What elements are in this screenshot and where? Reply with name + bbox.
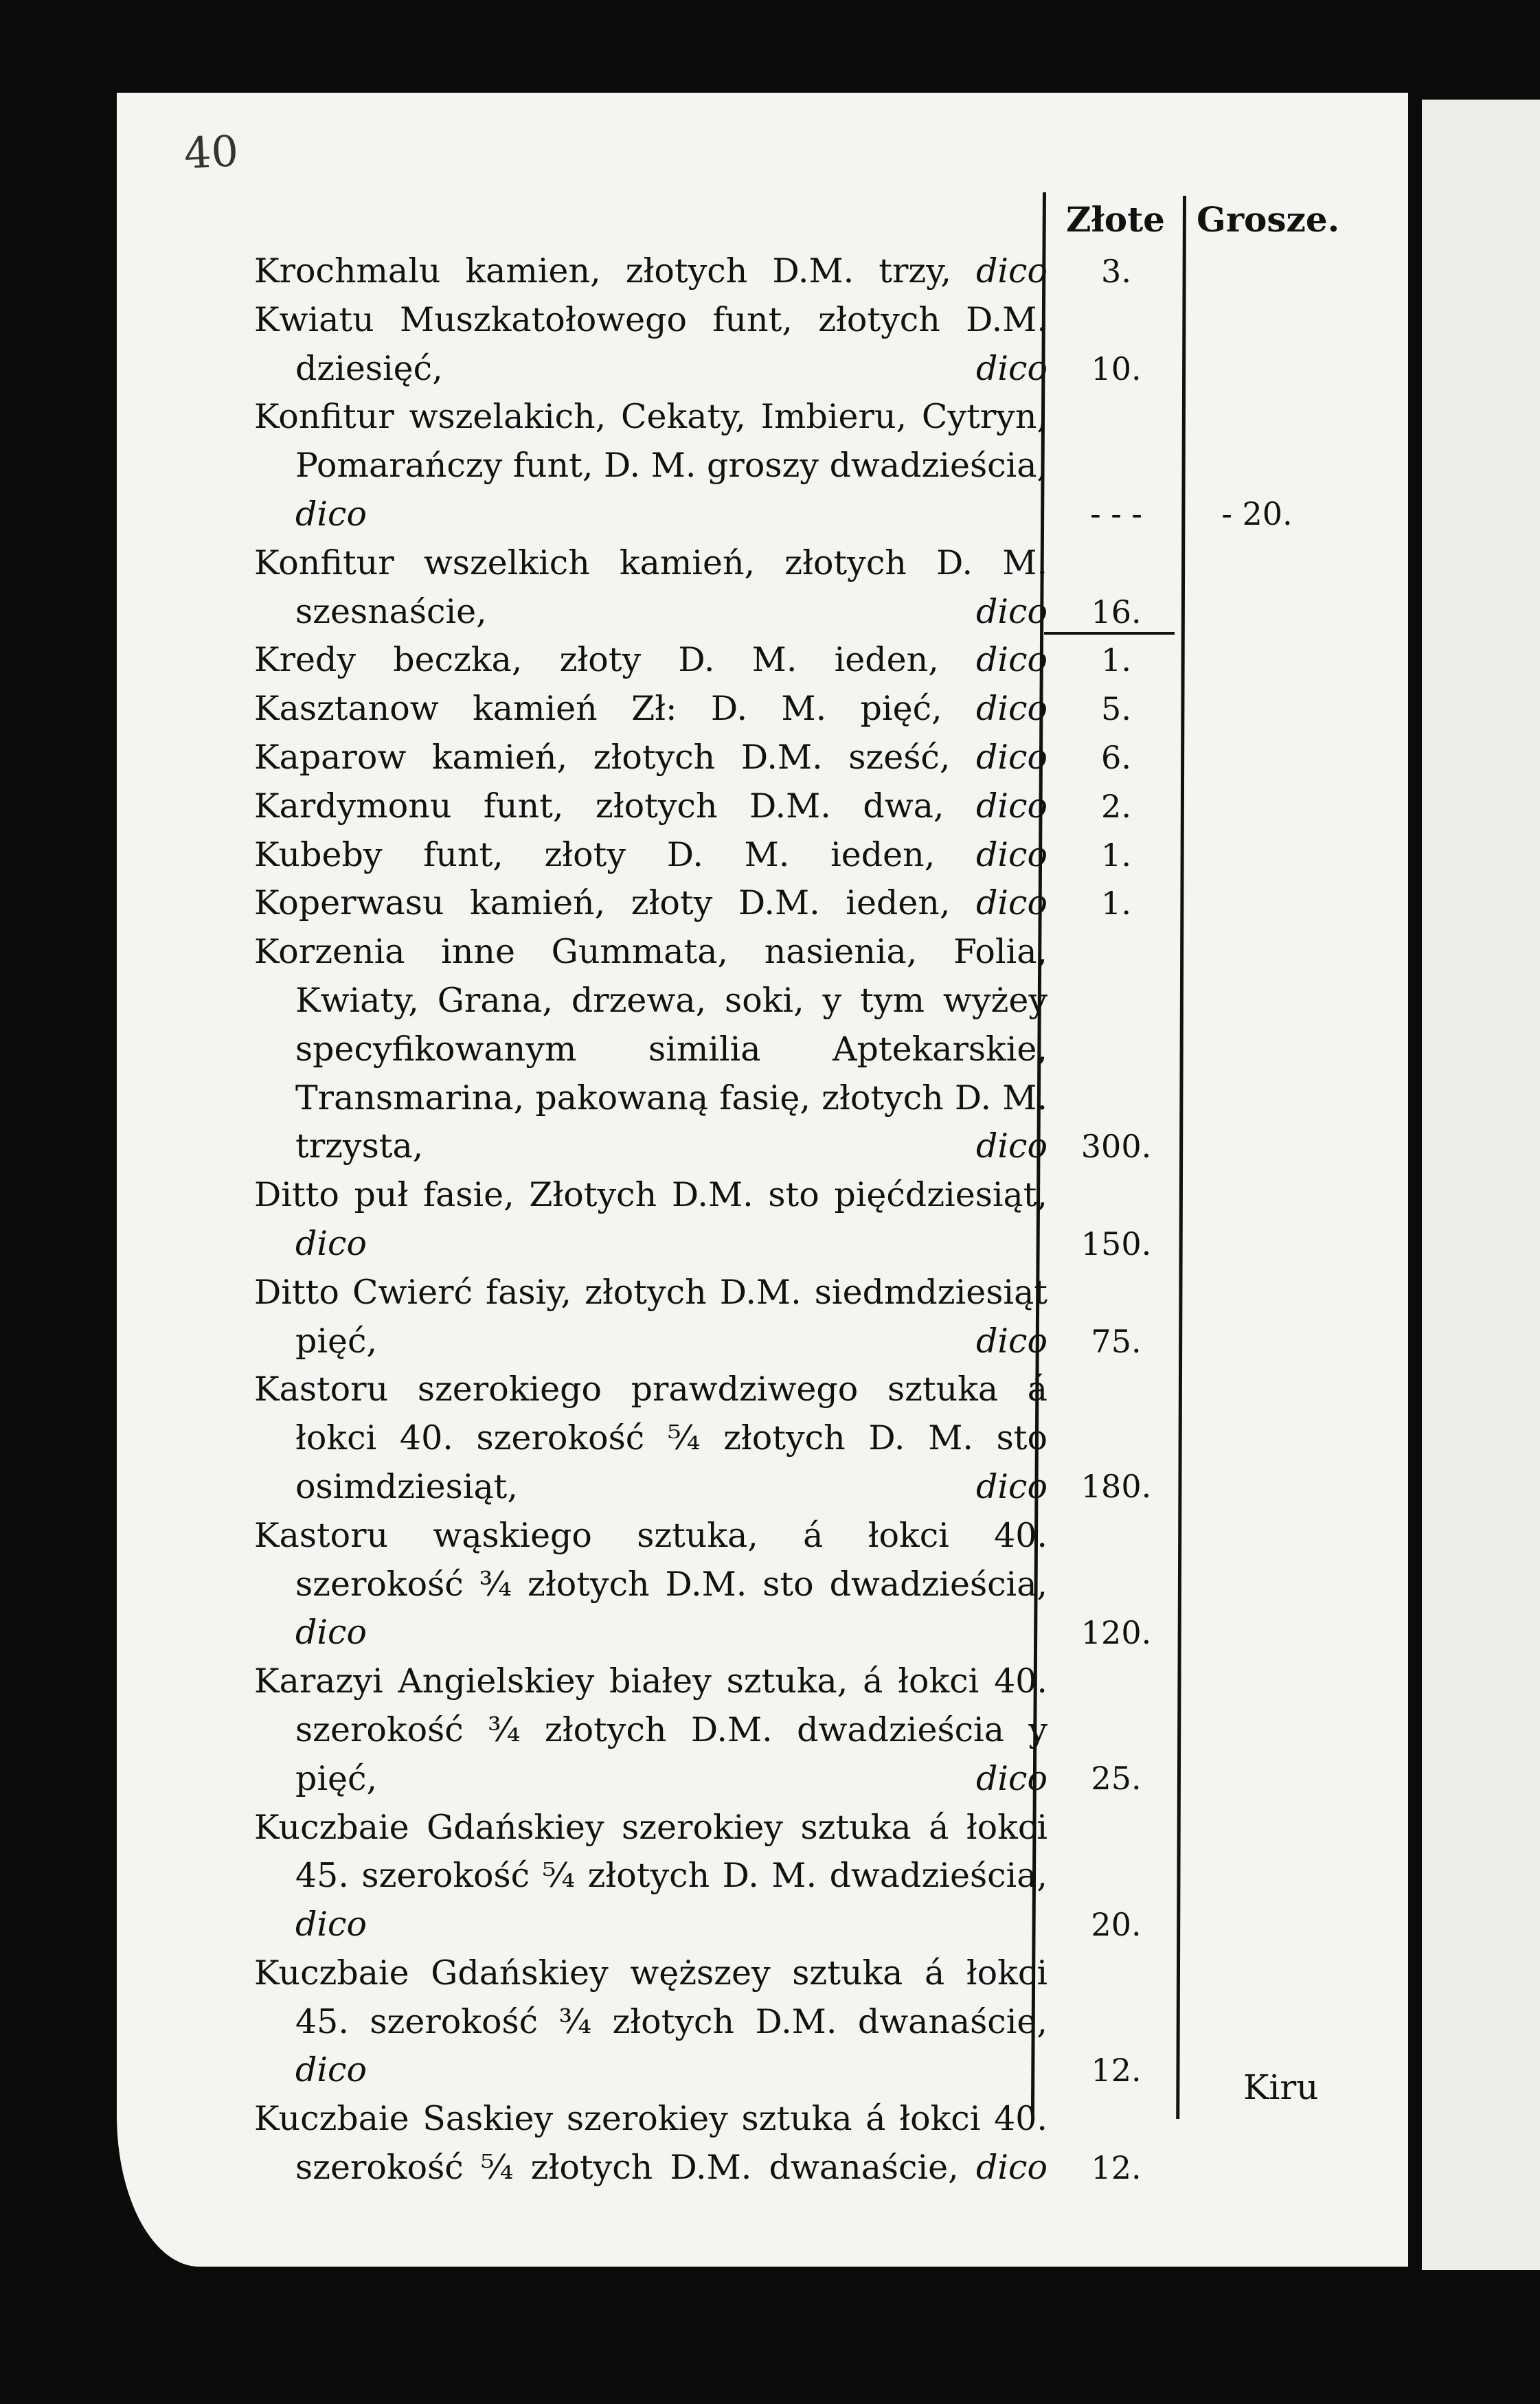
entry-dico: dico <box>976 591 1048 631</box>
entry-dico: dico <box>295 1223 367 1263</box>
amount-grosze: - 20. <box>1221 495 1293 533</box>
entry-dico: dico <box>976 1758 1048 1798</box>
entry-dico: dico <box>976 2148 1048 2188</box>
tariff-entry <box>254 1365 1048 1511</box>
entry-dico: dico <box>295 1613 367 1653</box>
entry-text: Krochmalu kamien, złotych D.M. trzy, <box>254 251 951 291</box>
page-number: 40 <box>183 125 240 179</box>
catchword: Kiru <box>1243 2067 1319 2107</box>
tariff-entry <box>254 636 1048 685</box>
entry-dico: dico <box>295 2050 367 2090</box>
entry-dico: dico <box>976 348 1048 388</box>
entry-text: Kredy beczka, złoty D. M. ieden, <box>254 640 939 680</box>
tariff-entry <box>254 1512 1048 1657</box>
entry-text: Konfitur wszelkich kamień, złotych D. M. szesnaście, <box>254 543 1048 631</box>
entry-text: Kaparow kamień, złotych D.M. sześć, <box>254 737 951 777</box>
tariff-entry <box>254 393 1048 538</box>
tariff-entry <box>254 1269 1048 1366</box>
entry-text: Kastoru szerokiego prawdziwego sztuka á łokci 40. szerokość ⁵⁄₄ złotych D. M. sto osimdziesiąt, <box>254 1370 1048 1506</box>
facing-page-edge <box>1422 100 1540 2270</box>
entry-text: Kuczbaie Gdańskiey węższey sztuka á łokci 45. szerokość ³⁄₄ złotych D.M. dwanaście, <box>254 1953 1048 2041</box>
entry-dico: dico <box>976 1321 1048 1361</box>
amount-zlote: 300. <box>1080 1128 1152 1166</box>
tariff-entry <box>254 1804 1048 1949</box>
amount-zlote: 2. <box>1101 788 1131 826</box>
entry-text: Ditto Cwierć fasiy, złotych D.M. siedmdziesiąt pięć, <box>254 1272 1048 1361</box>
tariff-entry-list <box>254 247 1048 2192</box>
amount-zlote: 1. <box>1101 837 1131 874</box>
amount-zlote: 75. <box>1091 1323 1142 1361</box>
entry-text: Konfitur wszelakich, Cekaty, Imbieru, Cytryn, Pomarańczy funt, D. M. groszy dwadzieścia, <box>254 397 1048 486</box>
entry-dico: dico <box>976 883 1048 923</box>
amount-zlote: 6. <box>1101 739 1131 777</box>
entry-text: Kubeby funt, złoty D. M. ieden, <box>254 835 936 874</box>
amount-zlote: 1. <box>1101 642 1131 679</box>
tariff-entry <box>254 782 1048 831</box>
tariff-entry <box>254 685 1048 734</box>
amount-zlote: 150. <box>1080 1225 1152 1263</box>
entry-dico: dico <box>976 1126 1048 1166</box>
entry-dico: dico <box>976 835 1048 874</box>
entry-dico: dico <box>976 640 1048 680</box>
amount-zlote: 5. <box>1101 690 1131 728</box>
tariff-entry <box>254 1657 1048 1803</box>
entry-dico: dico <box>295 494 367 534</box>
amount-zlote: 20. <box>1091 1906 1142 1944</box>
entry-text: Kastoru wąskiego sztuka, á łokci 40. szerokość ³⁄₄ złotych D.M. sto dwadzieścia, <box>254 1515 1048 1604</box>
amount-zlote: - - - <box>1090 495 1142 533</box>
entry-text: Kuczbaie Saskiey szerokiey sztuka á łokci 40. szerokość ⁵⁄₄ złotych D.M. dwanaście, <box>254 2099 1048 2188</box>
tariff-entry <box>254 539 1048 637</box>
entry-text: Kwiatu Muszkatołowego funt, złotych D.M. dziesięć, <box>254 299 1048 388</box>
entry-dico: dico <box>295 1905 367 1944</box>
entry-text: Kuczbaie Gdańskiey szerokiey sztuka á łokci 45. szerokość ⁵⁄₄ złotych D. M. dwadzieścia, <box>254 1807 1048 1896</box>
amount-zlote: 12. <box>1091 2052 1142 2089</box>
tariff-entry <box>254 879 1048 928</box>
tariff-entry <box>254 734 1048 782</box>
tariff-entry <box>254 2095 1048 2192</box>
entry-text: Kasztanow kamień Zł: D. M. pięć, <box>254 689 942 729</box>
column-header-zlote: Złote <box>1066 199 1165 240</box>
amount-zlote: 16. <box>1091 593 1142 631</box>
entry-dico: dico <box>976 689 1048 729</box>
amount-zlote: 10. <box>1091 350 1142 388</box>
tariff-entry <box>254 1949 1048 2095</box>
tariff-entry <box>254 296 1048 394</box>
amount-zlote: 1. <box>1101 885 1131 922</box>
entry-dico: dico <box>976 737 1048 777</box>
sum-rule <box>1044 632 1175 635</box>
amount-zlote: 180. <box>1080 1468 1152 1506</box>
tariff-entry <box>254 928 1048 1171</box>
entry-text: Korzenia inne Gummata, nasienia, Folia, Kwiaty, Grana, drzewa, soki, y tym wyżey specyfikowanym similia Aptekarskie, Transmarina, pakowaną fasię, złotych D. M. trzysta, <box>254 932 1048 1166</box>
tariff-entry <box>254 247 1048 296</box>
column-header-grosze: Grosze. <box>1197 199 1340 240</box>
entry-dico: dico <box>976 251 1048 291</box>
entry-text: Koperwasu kamień, złoty D.M. ieden, <box>254 883 951 923</box>
tariff-entry <box>254 1171 1048 1269</box>
amount-zlote: 120. <box>1080 1614 1152 1652</box>
entry-text: Karazyi Angielskiey białey sztuka, á łokci 40. szerokość ³⁄₄ złotych D.M. dwadzieścia y pięć, <box>254 1662 1048 1798</box>
amount-zlote: 25. <box>1091 1760 1142 1798</box>
tariff-entry <box>254 831 1048 880</box>
amount-zlote: 3. <box>1101 253 1131 291</box>
entry-dico: dico <box>976 1466 1048 1506</box>
entry-dico: dico <box>976 786 1048 826</box>
entry-text: Ditto puł fasie, Złotych D.M. sto pięćdziesiąt, <box>254 1175 1048 1215</box>
amount-zlote: 12. <box>1091 2149 1142 2187</box>
entry-text: Kardymonu funt, złotych D.M. dwa, <box>254 786 944 826</box>
